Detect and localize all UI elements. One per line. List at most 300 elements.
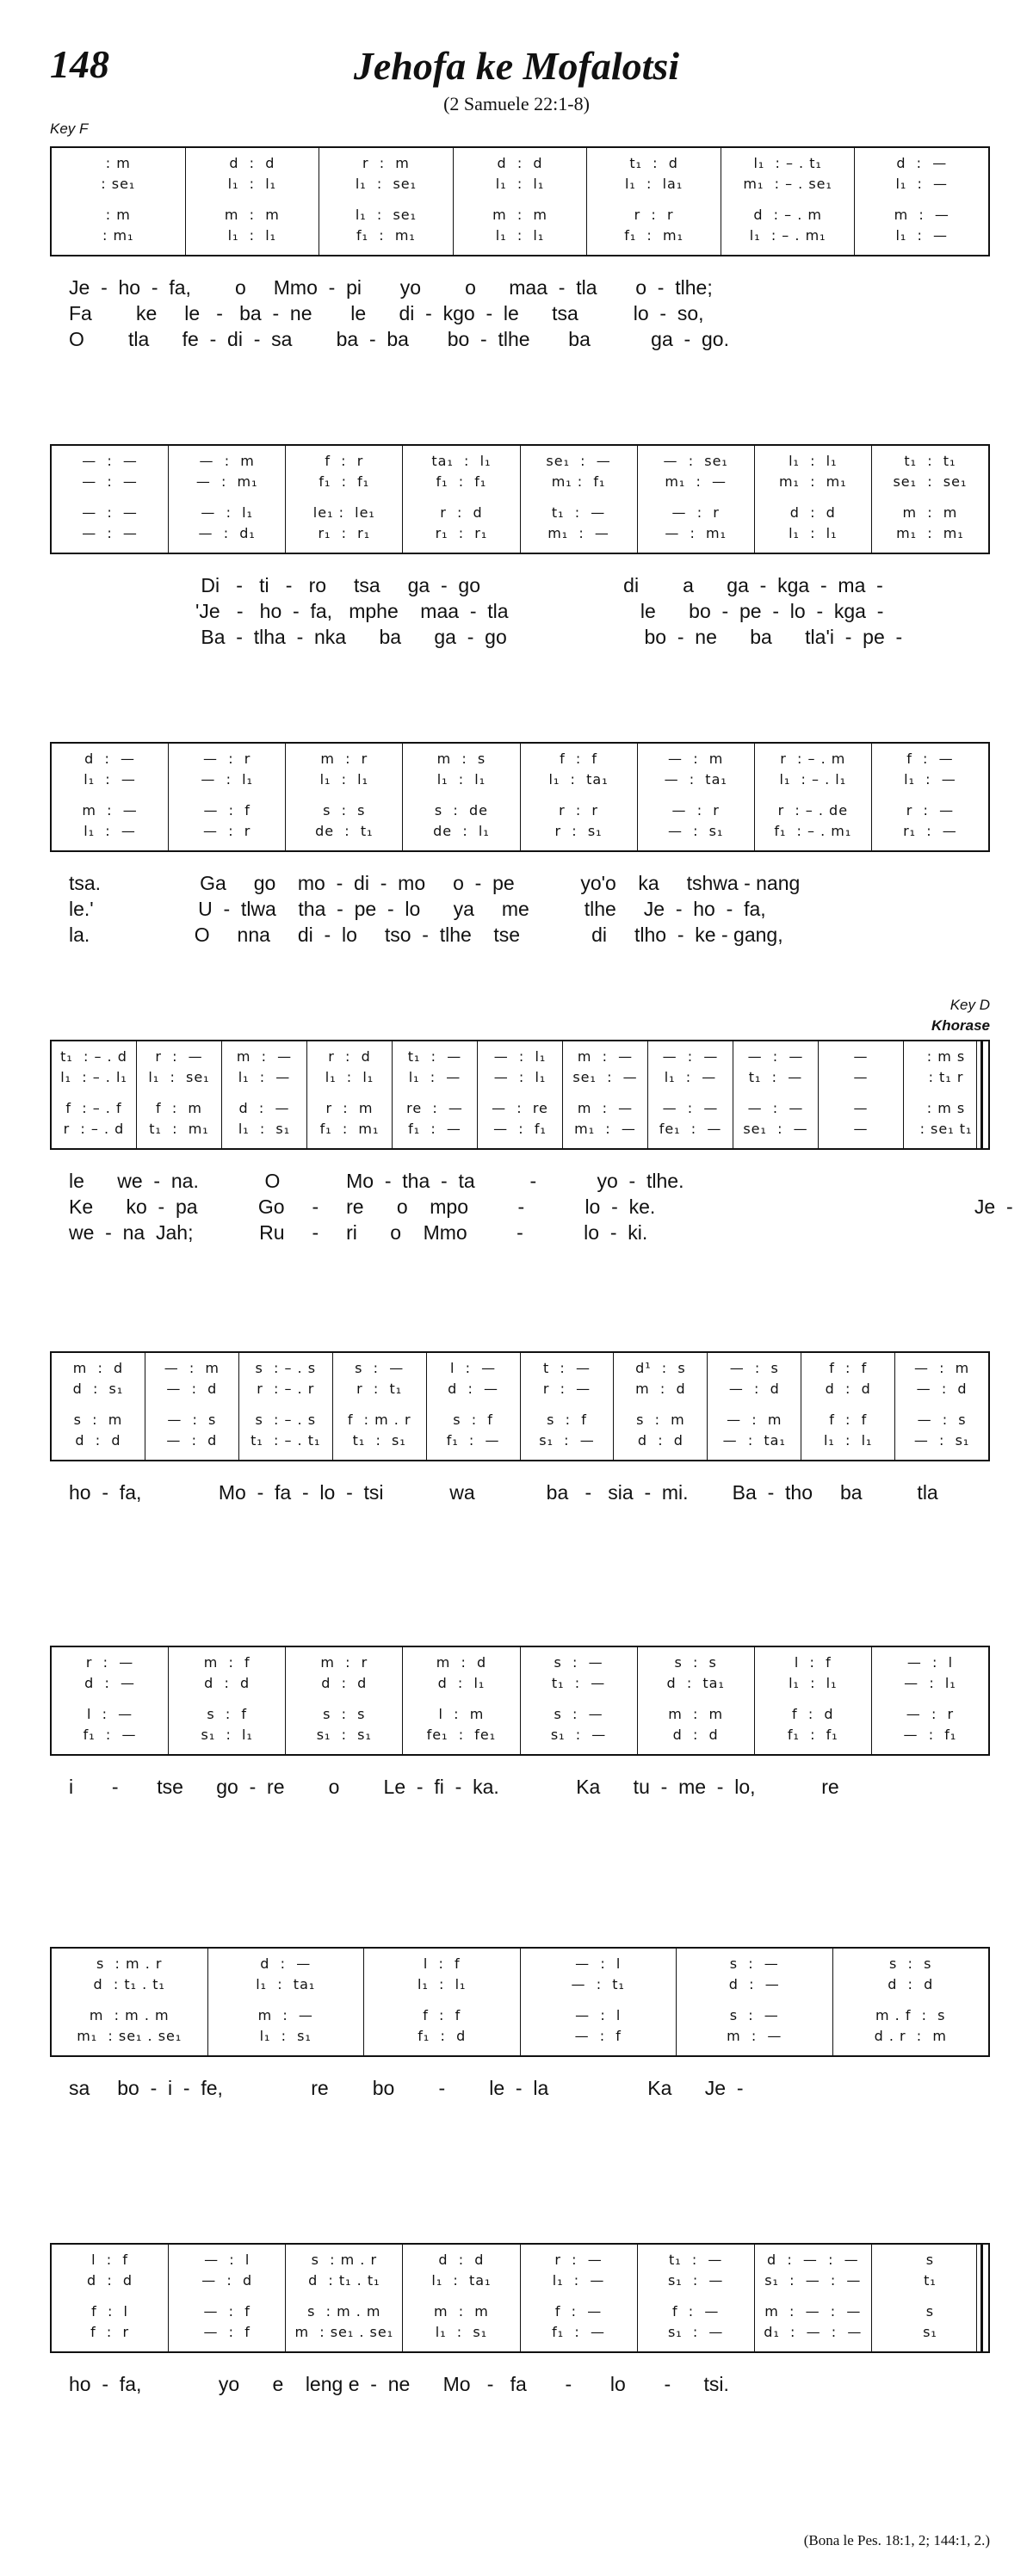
solfa-line: s : de xyxy=(434,802,488,819)
measure xyxy=(52,1647,169,1754)
solfa-line: m₁ : f₁ xyxy=(551,473,606,490)
solfa-line: s₁ : s₁ xyxy=(316,1727,372,1743)
lyric-line: 'Je - ho - fa, mphe maa - tla le bo - pe - lo - kga - xyxy=(69,600,884,622)
score-system xyxy=(50,1351,990,1609)
solfa-line: l₁ : l₁ xyxy=(789,525,838,541)
solfa-line: s : f xyxy=(547,1412,587,1428)
solfa-line: de : l₁ xyxy=(433,823,490,839)
solfa-line: s₁ : — : — xyxy=(764,2272,862,2289)
solfa-line: d : d xyxy=(789,504,836,521)
solfa-line: — : f xyxy=(203,2324,251,2340)
solfa-line: — : s₁ xyxy=(667,823,724,839)
solfa-line: d : l₁ xyxy=(437,1675,486,1691)
solfa-line: — : f xyxy=(203,802,251,819)
solfa-line: l₁ : – . l₁ xyxy=(779,771,847,788)
solfa-line: m : — : — xyxy=(764,2303,862,2320)
solfa-line: l₁ : — xyxy=(238,1069,291,1085)
measure xyxy=(521,744,638,850)
solfa-line: l₁ : s₁ xyxy=(238,1121,291,1137)
solfa-line: — : d xyxy=(916,1381,968,1397)
solfa-line: — : m xyxy=(668,751,724,767)
solfa-line: l₁ : se₁ xyxy=(148,1069,210,1085)
score-system xyxy=(50,444,990,702)
solfa-line: s : — xyxy=(729,2007,779,2023)
solfa-line: f : f xyxy=(829,1360,868,1376)
solfa-line: d : d xyxy=(637,1432,684,1449)
solfa-line: r : d xyxy=(440,504,483,521)
solfa-line: t₁ : t₁ xyxy=(904,453,956,469)
lyric-line: le.' U - tlwa tha - pe - lo ya me tlhe Je - ho - fa, xyxy=(69,898,766,920)
solfa-line: : t₁ r xyxy=(928,1069,964,1085)
solfa-line: m : m xyxy=(224,207,280,223)
measure xyxy=(307,1041,393,1148)
solfa-line: s : m . r xyxy=(311,2252,378,2268)
solfa-line: s : m . r xyxy=(96,1955,163,1972)
music-staff xyxy=(50,146,990,256)
measure xyxy=(364,1949,521,2055)
measure xyxy=(587,148,721,255)
solfa-line: d : s₁ xyxy=(72,1381,124,1397)
solfa-line: m : — xyxy=(894,207,949,223)
measure xyxy=(169,744,286,850)
score-system xyxy=(50,742,990,1000)
solfa-line: d : d xyxy=(229,155,275,171)
solfa-line: — : l xyxy=(906,1654,954,1671)
solfa-line: s : — xyxy=(554,1706,603,1722)
solfa-line: — : — xyxy=(82,453,138,469)
solfa-line: d : — xyxy=(448,1381,499,1397)
measure xyxy=(755,1647,872,1754)
solfa-line: f : l xyxy=(91,2303,128,2320)
solfa-line: f₁ : f₁ xyxy=(787,1727,838,1743)
music-staff xyxy=(50,2243,990,2353)
solfa-line: — : f₁ xyxy=(493,1121,547,1137)
solfa-line: d : d xyxy=(438,2252,485,2268)
solfa-line: t₁ : – . d xyxy=(60,1048,127,1065)
measure xyxy=(521,1647,638,1754)
solfa-line: f : – . f xyxy=(65,1100,122,1116)
solfa-line: f₁ : f₁ xyxy=(436,473,487,490)
solfa-line: — : l xyxy=(204,2252,251,2268)
solfa-line: r₁ : — xyxy=(903,823,957,839)
measure xyxy=(638,744,755,850)
solfa-line: t₁ : – . t₁ xyxy=(251,1432,321,1449)
solfa-line: d : — xyxy=(84,751,135,767)
solfa-line: fe₁ : fe₁ xyxy=(426,1727,497,1743)
measure xyxy=(52,1041,137,1148)
solfa-line: l : f xyxy=(794,1654,832,1671)
solfa-line: f₁ : d xyxy=(418,2028,467,2044)
solfa-line: — : d₁ xyxy=(198,525,256,541)
measure xyxy=(52,148,186,255)
solfa-line: f₁ : — xyxy=(408,1121,461,1137)
solfa-line: t : — xyxy=(542,1360,591,1376)
measure xyxy=(872,446,988,553)
solfa-line: ta₁ : l₁ xyxy=(431,453,492,469)
measure xyxy=(733,1041,819,1148)
solfa-line: — : r xyxy=(906,1706,955,1722)
lyric-line: i - tse go - re o Le - fi - ka. Ka tu - me - lo, re xyxy=(69,1776,839,1798)
solfa-line: — : f xyxy=(203,2303,251,2320)
measure xyxy=(286,1647,403,1754)
measure xyxy=(208,1949,365,2055)
solfa-line: f₁ : — xyxy=(83,1727,137,1743)
solfa-line: m : r xyxy=(320,1654,368,1671)
solfa-line: l₁ : – . l₁ xyxy=(60,1069,127,1085)
solfa-line: s₁ : — xyxy=(667,2272,724,2289)
music-staff xyxy=(50,1646,990,1756)
solfa-line: d . r : m xyxy=(874,2028,947,2044)
measure xyxy=(52,2245,169,2351)
solfa-line: — : ta₁ xyxy=(664,771,727,788)
solfa-line: l₁ : l₁ xyxy=(418,1976,467,1992)
solfa-line: l₁ : se₁ xyxy=(355,207,418,223)
measure xyxy=(638,2245,755,2351)
solfa-line: m : f xyxy=(203,1654,251,1671)
score-system xyxy=(50,1646,990,1904)
solfa-line: — : — xyxy=(82,504,138,521)
solfa-line: m : m xyxy=(902,504,958,521)
footer-reference: (Bona le Pes. 18:1, 2; 144:1, 2.) xyxy=(803,2532,990,2548)
solfa-line: d : d xyxy=(497,155,543,171)
measure xyxy=(677,1949,833,2055)
solfa-line: l₁ : — xyxy=(895,176,949,192)
solfa-line: r : t₁ xyxy=(356,1381,403,1397)
solfa-line: s₁ : l₁ xyxy=(201,1727,253,1743)
solfa-line: s : m xyxy=(636,1412,685,1428)
measure xyxy=(239,1353,333,1460)
lyric-line: Je - ho - fa, o Mmo - pi yo o maa - tla o - tlhe; xyxy=(69,276,713,299)
solfa-line: se₁ : — xyxy=(546,453,611,469)
solfa-line: — : — xyxy=(747,1048,804,1065)
solfa-line: — : m xyxy=(199,453,255,469)
solfa-line: — : l₁ xyxy=(493,1069,547,1085)
solfa-line: — : l₁ xyxy=(201,771,253,788)
solfa-line: r : – . r xyxy=(257,1381,315,1397)
solfa-line: t₁ : — xyxy=(407,1048,462,1065)
solfa-line: l₁ : la₁ xyxy=(624,176,684,192)
solfa-line: m₁ : m₁ xyxy=(896,525,964,541)
solfa-line: — : d xyxy=(201,2272,253,2289)
solfa-line: d¹ : s xyxy=(635,1360,686,1376)
solfa-line: f : f xyxy=(829,1412,868,1428)
solfa-line: l₁ : — xyxy=(664,1069,717,1085)
measure xyxy=(52,446,169,553)
solfa-line: l₁ : — xyxy=(84,823,136,839)
solfa-line: l₁ : l₁ xyxy=(227,176,277,192)
solfa-line: r : r xyxy=(634,207,674,223)
measure xyxy=(333,1353,427,1460)
measure xyxy=(755,446,872,553)
solfa-line: d : d xyxy=(672,1727,719,1743)
solfa-line: — : — xyxy=(82,525,138,541)
solfa-line: s : – . s xyxy=(255,1360,317,1376)
solfa-line: m : d xyxy=(436,1654,487,1671)
solfa-line: f : r xyxy=(325,453,364,469)
double-barline xyxy=(976,2245,983,2351)
solfa-line: — : m xyxy=(164,1360,220,1376)
measure xyxy=(145,1353,239,1460)
solfa-line: s : — xyxy=(554,1654,603,1671)
solfa-line: — : f xyxy=(574,2028,622,2044)
solfa-line: d : — xyxy=(238,1100,290,1116)
solfa-line: d : t₁ . t₁ xyxy=(93,1976,165,1992)
lyric-line: Fa ke le - ba - ne le di - kgo - le tsa lo - so, xyxy=(69,302,704,324)
solfa-line: l₁ : ta₁ xyxy=(256,1976,316,1992)
solfa-line: — : se₁ xyxy=(663,453,728,469)
solfa-line: f : — xyxy=(906,751,954,767)
solfa-line: — : m xyxy=(913,1360,970,1376)
measure xyxy=(393,1041,478,1148)
solfa-line: l₁ : ta₁ xyxy=(548,771,609,788)
measure xyxy=(833,1949,989,2055)
solfa-line: s : – . s xyxy=(255,1412,317,1428)
solfa-line: f : r xyxy=(90,2324,130,2340)
solfa-line: m : d xyxy=(72,1360,124,1376)
key-label-chorus: Key D xyxy=(949,997,990,1013)
solfa-line: t₁ : — xyxy=(668,2252,723,2268)
measure xyxy=(286,744,403,850)
solfa-line: f₁ : m₁ xyxy=(624,227,684,244)
measure xyxy=(755,2245,872,2351)
measure xyxy=(638,446,755,553)
solfa-line: r : m xyxy=(325,1100,374,1116)
solfa-line: m : — xyxy=(727,2028,782,2044)
solfa-line: — : — xyxy=(662,1048,719,1065)
solfa-line: l₁ : l₁ xyxy=(823,1432,873,1449)
solfa-line: — : s xyxy=(729,1360,779,1376)
solfa-line: d : — xyxy=(260,1955,312,1972)
solfa-line: m . f : s xyxy=(875,2007,946,2023)
measure xyxy=(52,1353,145,1460)
page-subtitle: (2 Samuele 22:1-8) xyxy=(443,93,590,114)
solfa-line: se₁ : — xyxy=(572,1069,638,1085)
solfa-line: f₁ : — xyxy=(446,1432,500,1449)
measure xyxy=(319,148,454,255)
solfa-line: — : l₁ xyxy=(201,504,253,521)
solfa-line: r : — xyxy=(542,1381,591,1397)
solfa-line: s : — xyxy=(729,1955,779,1972)
solfa-line: l : f xyxy=(423,1955,461,1972)
solfa-line: l₁ : — xyxy=(552,2272,605,2289)
solfa-line: m : se₁ . se₁ xyxy=(294,2324,394,2340)
measure xyxy=(169,2245,286,2351)
solfa-line: f : m xyxy=(156,1100,202,1116)
solfa-line: l₁ : l₁ xyxy=(789,453,838,469)
solfa-line: m : s xyxy=(436,751,486,767)
solfa-line: m : m . m xyxy=(89,2007,170,2023)
solfa-line: d : — xyxy=(84,1675,135,1691)
solfa-line: — : l₁ xyxy=(904,1675,956,1691)
measure xyxy=(403,1647,520,1754)
lyric-line: Ke ko - pa Go - re o mpo - lo - ke. Je - xyxy=(69,1195,1013,1218)
solfa-line: s₁ : — xyxy=(667,2324,724,2340)
solfa-line: m : d xyxy=(635,1381,686,1397)
lyric-line: la. O nna di - lo tso - tlhe tse di tlho - ke - gang, xyxy=(69,924,783,946)
solfa-line: s : f xyxy=(453,1412,493,1428)
solfa-line: s xyxy=(925,2303,935,2320)
measure xyxy=(614,1353,708,1460)
measure xyxy=(801,1353,895,1460)
solfa-line: : m s xyxy=(926,1048,966,1065)
solfa-line: l₁ : l₁ xyxy=(325,1069,374,1085)
measure xyxy=(819,1041,904,1148)
solfa-line: se₁ : se₁ xyxy=(893,473,968,490)
measure xyxy=(872,1647,988,1754)
measure xyxy=(721,148,856,255)
solfa-line: — : s xyxy=(167,1412,217,1428)
solfa-line: r : d xyxy=(328,1048,371,1065)
solfa-line: l₁ : s₁ xyxy=(259,2028,312,2044)
solfa-line: f : m . r xyxy=(347,1412,411,1428)
solfa-line: f₁ : f₁ xyxy=(319,473,370,490)
solfa-line: d : d xyxy=(321,1675,368,1691)
solfa-line: — : d xyxy=(166,1432,218,1449)
solfa-line: — : l xyxy=(575,1955,622,1972)
solfa-line: r : — xyxy=(85,1654,134,1671)
measure xyxy=(563,1041,648,1148)
music-staff xyxy=(50,1947,990,2057)
page-title: Jehofa ke Mofalotsi xyxy=(353,44,680,88)
solfa-line: — : d xyxy=(728,1381,780,1397)
solfa-line: m : — xyxy=(577,1048,634,1065)
solfa-line: r : s₁ xyxy=(554,823,603,839)
solfa-line: f₁ : m₁ xyxy=(356,227,416,244)
solfa-line: f : — xyxy=(554,2303,603,2320)
solfa-line: m₁ : m₁ xyxy=(778,473,847,490)
solfa-line: s₁ xyxy=(923,2324,937,2340)
measure xyxy=(403,446,520,553)
solfa-line: l₁ : s₁ xyxy=(435,2324,488,2340)
music-staff xyxy=(50,1040,990,1150)
solfa-line: se₁ : — xyxy=(743,1121,808,1137)
measure xyxy=(855,148,988,255)
solfa-line: fe₁ : — xyxy=(659,1121,722,1137)
measure xyxy=(521,2245,638,2351)
solfa-line: — : f₁ xyxy=(903,1727,957,1743)
solfa-line: d : — : — xyxy=(767,2252,859,2268)
solfa-line: l₁ : l₁ xyxy=(436,771,486,788)
solfa-line: l₁ : l₁ xyxy=(319,771,369,788)
measure xyxy=(222,1041,307,1148)
solfa-line: l₁ : ta₁ xyxy=(431,2272,492,2289)
measure xyxy=(286,446,403,553)
solfa-line: — : r xyxy=(671,802,720,819)
solfa-line: : m xyxy=(105,207,131,223)
lyric-line: ho - fa, Mo - fa - lo - tsi wa ba - sia - mi. Ba - tho ba tla xyxy=(69,1481,938,1504)
solfa-line: — : s xyxy=(917,1412,967,1428)
solfa-line: d : — xyxy=(728,1976,780,1992)
solfa-line: m₁ : — xyxy=(547,525,609,541)
lyric-line: tsa. Ga go mo - di - mo o - pe yo'o ka tshwa - nang xyxy=(69,872,801,894)
lyric-line: Di - ti - ro tsa ga - go di a ga - kga - ma - xyxy=(69,574,883,596)
solfa-line: m : m xyxy=(492,207,547,223)
solfa-line: t₁ : — xyxy=(551,504,606,521)
solfa-line: — xyxy=(853,1069,869,1085)
solfa-line: t₁ : s₁ xyxy=(352,1432,406,1449)
measure xyxy=(169,446,286,553)
solfa-line: r : m xyxy=(362,155,410,171)
solfa-line: l₁ : — xyxy=(895,227,949,244)
solfa-line: s : s xyxy=(323,802,366,819)
solfa-line: f : f xyxy=(560,751,598,767)
solfa-line: — : r xyxy=(203,823,251,839)
solfa-line: : se₁ xyxy=(101,176,136,192)
solfa-line: s : s xyxy=(889,1955,932,1972)
solfa-line: l₁ : – . t₁ xyxy=(753,155,822,171)
solfa-line: l : f xyxy=(91,2252,128,2268)
music-staff xyxy=(50,742,990,852)
measure xyxy=(169,1647,286,1754)
page-number: 148 xyxy=(50,42,109,86)
score-system xyxy=(50,146,990,405)
solfa-line: m : r xyxy=(320,751,368,767)
chorus-label: Khorase xyxy=(931,1017,990,1034)
solfa-line: s : s xyxy=(323,1706,366,1722)
solfa-line: s : m . m xyxy=(307,2303,381,2320)
double-barline xyxy=(976,1041,983,1148)
solfa-line: t₁ : — xyxy=(748,1069,803,1085)
measure xyxy=(403,744,520,850)
solfa-line: — : m₁ xyxy=(195,473,258,490)
solfa-line: r : – . de xyxy=(777,802,849,819)
solfa-line: m : m xyxy=(668,1706,724,1722)
solfa-line: — : re xyxy=(492,1100,548,1116)
solfa-line: — : m₁ xyxy=(665,525,727,541)
solfa-line: l₁ : – . m₁ xyxy=(749,227,826,244)
solfa-line: f₁ : — xyxy=(552,2324,605,2340)
solfa-line: l₁ : l₁ xyxy=(495,227,545,244)
solfa-line: — : t₁ xyxy=(571,1976,625,1992)
solfa-line: l₁ : l₁ xyxy=(227,227,277,244)
lyric-line: sa bo - i - fe, re bo - le - la Ka Je - xyxy=(69,2077,744,2099)
solfa-line: t₁ : — xyxy=(551,1675,606,1691)
solfa-line: re : — xyxy=(406,1100,463,1116)
solfa-line: l₁ : l₁ xyxy=(789,1675,838,1691)
measure xyxy=(52,1949,208,2055)
solfa-line: r : r xyxy=(559,802,598,819)
solfa-line: — : — xyxy=(82,473,138,490)
measure xyxy=(454,148,588,255)
solfa-line: m : — xyxy=(236,1048,293,1065)
solfa-line: s : m xyxy=(73,1412,123,1428)
solfa-line: s₁ : — xyxy=(550,1727,607,1743)
measure xyxy=(478,1041,563,1148)
solfa-line: r : — xyxy=(554,2252,603,2268)
solfa-line: d : d xyxy=(75,1432,121,1449)
solfa-line: t₁ : d xyxy=(629,155,678,171)
solfa-line: — : m xyxy=(727,1412,782,1428)
solfa-line: t₁ xyxy=(924,2272,937,2289)
key-label: Key F xyxy=(50,120,89,137)
solfa-line: — : — xyxy=(747,1100,804,1116)
measure xyxy=(521,446,638,553)
solfa-line: — : ta₁ xyxy=(722,1432,786,1449)
solfa-line: le₁ : le₁ xyxy=(312,504,375,521)
lyric-line: we - na Jah; Ru - ri o Mmo - lo - ki. xyxy=(69,1221,648,1244)
measure xyxy=(186,148,320,255)
solfa-line: — : d xyxy=(166,1381,218,1397)
measure xyxy=(427,1353,521,1460)
solfa-line: de : t₁ xyxy=(315,823,374,839)
solfa-line: — : r xyxy=(671,504,720,521)
solfa-line: r₁ : r₁ xyxy=(318,525,371,541)
measure xyxy=(52,744,169,850)
solfa-line: l₁ : — xyxy=(904,771,956,788)
measure xyxy=(521,1353,615,1460)
solfa-line: f₁ : m₁ xyxy=(319,1121,380,1137)
solfa-line: — xyxy=(853,1048,869,1065)
